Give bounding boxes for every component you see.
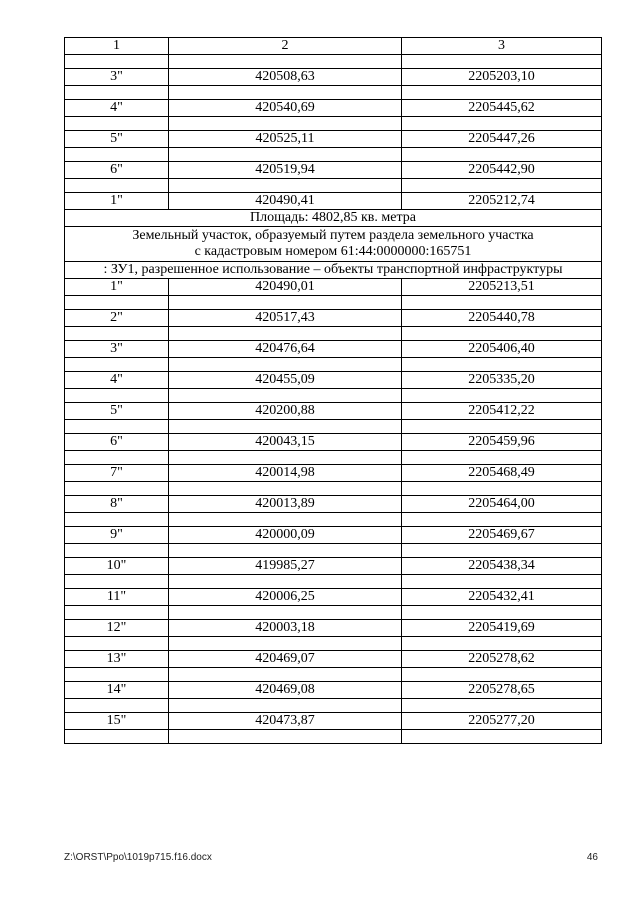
parcel-description-line: Земельный участок, образуемый путем раздела земельного участка [132,228,534,243]
empty-cell [169,358,402,372]
spacer-row [65,179,602,193]
y-coordinate-cell: 2205432,41 [402,589,602,606]
parcel-use-text-row [65,262,602,279]
header-col-2: 2 [169,38,402,55]
y-coordinate-cell: 2205459,96 [402,434,602,451]
x-coordinate-cell: 420525,11 [169,131,402,148]
area-text [65,210,602,227]
coordinates-table [64,37,602,744]
parcel-description-line: с кадастровым номером 61:44:0000000:165751 [194,244,472,259]
empty-cell [65,637,169,651]
empty-cell [402,389,602,403]
table-row [65,496,602,513]
area-text-line: Площадь: 4802,85 кв. метра [250,210,416,225]
empty-cell [65,544,169,558]
empty-cell [402,358,602,372]
y-coordinate-cell: 2205438,34 [402,558,602,575]
table-row [65,589,602,606]
x-coordinate-cell: 420003,18 [169,620,402,637]
point-number-cell: 1" [65,279,169,296]
header-row [65,38,602,55]
empty-cell [65,86,169,100]
spacer-row [65,575,602,589]
table-row [65,69,602,86]
x-coordinate-cell: 420476,64 [169,341,402,358]
y-coordinate-cell: 2205468,49 [402,465,602,482]
spacer-row [65,668,602,682]
table-row [65,131,602,148]
x-coordinate-cell: 420000,09 [169,527,402,544]
point-number-cell: 8" [65,496,169,513]
spacer-row [65,358,602,372]
empty-cell [65,179,169,193]
x-coordinate-cell: 420455,09 [169,372,402,389]
x-coordinate-cell: 420490,01 [169,279,402,296]
point-number-cell: 14" [65,682,169,699]
y-coordinate-cell: 2205278,62 [402,651,602,668]
x-coordinate-cell: 420519,94 [169,162,402,179]
y-coordinate-cell: 2205203,10 [402,69,602,86]
spacer-row [65,420,602,434]
x-coordinate-cell: 420013,89 [169,496,402,513]
y-coordinate-cell: 2205412,22 [402,403,602,420]
empty-cell [402,327,602,341]
y-coordinate-cell: 2205213,51 [402,279,602,296]
point-number-cell: 11" [65,589,169,606]
empty-cell [169,482,402,496]
empty-cell [169,606,402,620]
empty-cell [169,179,402,193]
empty-cell [402,86,602,100]
x-coordinate-cell: 420006,25 [169,589,402,606]
point-number-cell: 6" [65,162,169,179]
table-row [65,558,602,575]
empty-cell [169,327,402,341]
empty-cell [169,117,402,131]
footer-file-path: Z:\ORST\Ppo\1019p715.f16.docx [64,852,212,863]
x-coordinate-cell: 419985,27 [169,558,402,575]
point-number-cell: 7" [65,465,169,482]
header-col-3: 3 [402,38,602,55]
coordinates-table-body [65,38,602,744]
spacer-row [65,86,602,100]
table-row [65,100,602,117]
parcel-use-text [65,262,602,279]
footer-page-number: 46 [586,852,598,863]
empty-cell [169,513,402,527]
parcel-description-row [65,227,602,262]
empty-cell [65,730,169,744]
point-number-cell: 5" [65,131,169,148]
empty-cell [65,699,169,713]
empty-cell [402,575,602,589]
spacer-row [65,296,602,310]
table-row [65,465,602,482]
table-row [65,310,602,327]
empty-cell [65,575,169,589]
spacer-row [65,117,602,131]
empty-cell [65,327,169,341]
spacer-row [65,482,602,496]
x-coordinate-cell: 420200,88 [169,403,402,420]
table-row [65,162,602,179]
point-number-cell: 3" [65,341,169,358]
spacer-row [65,148,602,162]
spacer-row [65,327,602,341]
x-coordinate-cell: 420540,69 [169,100,402,117]
table-row [65,372,602,389]
empty-cell [65,482,169,496]
point-number-cell: 4" [65,100,169,117]
empty-cell [65,55,169,69]
table-row [65,682,602,699]
empty-cell [402,55,602,69]
empty-cell [402,513,602,527]
empty-cell [169,637,402,651]
header-col-1: 1 [65,38,169,55]
empty-cell [65,606,169,620]
y-coordinate-cell: 2205419,69 [402,620,602,637]
spacer-row [65,389,602,403]
empty-cell [169,730,402,744]
parcel-use-text-line: : ЗУ1, разрешенное использование – объекты транспортной инфраструктуры [103,262,563,277]
y-coordinate-cell: 2205406,40 [402,341,602,358]
y-coordinate-cell: 2205447,26 [402,131,602,148]
table-row [65,527,602,544]
spacer-row [65,730,602,744]
x-coordinate-cell: 420517,43 [169,310,402,327]
empty-cell [169,55,402,69]
empty-cell [402,544,602,558]
empty-cell [65,296,169,310]
y-coordinate-cell: 2205440,78 [402,310,602,327]
point-number-cell: 10" [65,558,169,575]
point-number-cell: 3" [65,69,169,86]
parcel-description [65,227,602,262]
x-coordinate-cell: 420473,87 [169,713,402,730]
empty-cell [402,148,602,162]
empty-cell [65,117,169,131]
empty-cell [169,699,402,713]
empty-cell [169,389,402,403]
table-row [65,434,602,451]
y-coordinate-cell: 2205278,65 [402,682,602,699]
empty-cell [402,296,602,310]
point-number-cell: 4" [65,372,169,389]
point-number-cell: 12" [65,620,169,637]
empty-cell [65,420,169,434]
empty-cell [169,668,402,682]
empty-cell [402,451,602,465]
x-coordinate-cell: 420490,41 [169,193,402,210]
empty-cell [402,482,602,496]
x-coordinate-cell: 420043,15 [169,434,402,451]
empty-cell [402,420,602,434]
table-row [65,651,602,668]
empty-cell [169,420,402,434]
y-coordinate-cell: 2205445,62 [402,100,602,117]
empty-cell [65,668,169,682]
x-coordinate-cell: 420469,08 [169,682,402,699]
point-number-cell: 1" [65,193,169,210]
point-number-cell: 15" [65,713,169,730]
empty-cell [169,451,402,465]
empty-cell [169,86,402,100]
y-coordinate-cell: 2205464,00 [402,496,602,513]
spacer-row [65,699,602,713]
table-row [65,193,602,210]
empty-cell [65,451,169,465]
y-coordinate-cell: 2205212,74 [402,193,602,210]
point-number-cell: 6" [65,434,169,451]
y-coordinate-cell: 2205469,67 [402,527,602,544]
y-coordinate-cell: 2205442,90 [402,162,602,179]
point-number-cell: 2" [65,310,169,327]
spacer-row [65,451,602,465]
spacer-row [65,544,602,558]
x-coordinate-cell: 420014,98 [169,465,402,482]
empty-cell [169,296,402,310]
y-coordinate-cell: 2205335,20 [402,372,602,389]
table-row [65,620,602,637]
point-number-cell: 9" [65,527,169,544]
empty-cell [65,513,169,527]
empty-cell [402,699,602,713]
y-coordinate-cell: 2205277,20 [402,713,602,730]
empty-cell [402,117,602,131]
spacer-row [65,513,602,527]
empty-cell [402,730,602,744]
table-row [65,341,602,358]
empty-cell [169,575,402,589]
x-coordinate-cell: 420508,63 [169,69,402,86]
spacer-row [65,637,602,651]
spacer-row [65,55,602,69]
spacer-row [65,606,602,620]
empty-cell [65,389,169,403]
table-row [65,713,602,730]
point-number-cell: 13" [65,651,169,668]
empty-cell [169,544,402,558]
table-row [65,403,602,420]
empty-cell [402,606,602,620]
empty-cell [65,148,169,162]
empty-cell [65,358,169,372]
empty-cell [169,148,402,162]
empty-cell [402,637,602,651]
point-number-cell: 5" [65,403,169,420]
empty-cell [402,668,602,682]
table-row [65,279,602,296]
x-coordinate-cell: 420469,07 [169,651,402,668]
empty-cell [402,179,602,193]
area-text-row [65,210,602,227]
